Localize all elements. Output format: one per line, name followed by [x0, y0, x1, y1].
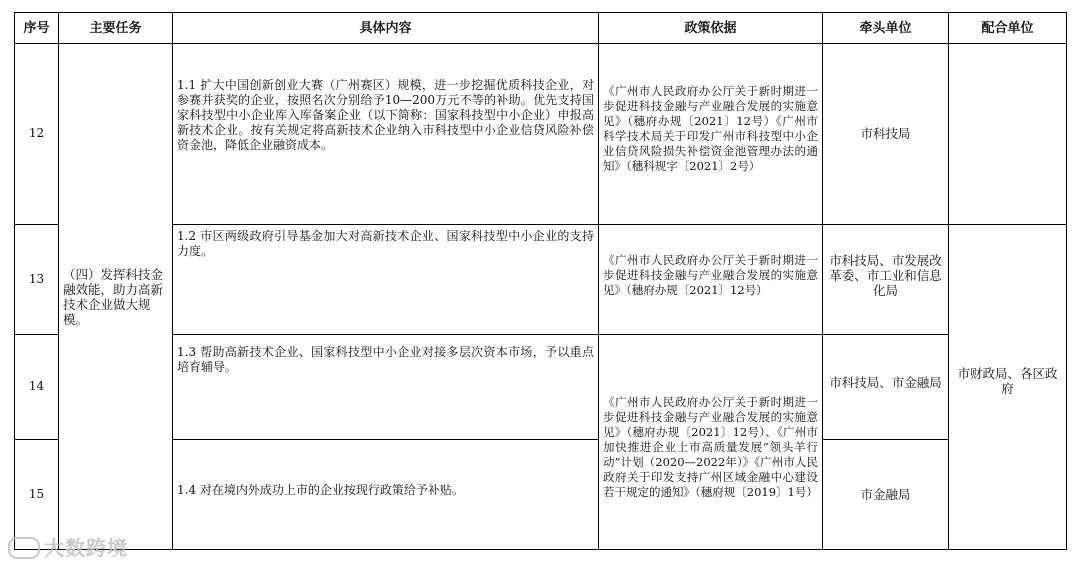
chat-bubble-icon [8, 537, 40, 559]
coop-unit-text: 市财政局、各区政府 [957, 365, 1058, 396]
basis-text: 《广州市人民政府办公厅关于新时期进一步促进科技金融与产业融合发展的实施意见》（穗府办规〔2021〕12号） [603, 252, 818, 297]
row-number: 15 [15, 439, 59, 549]
basis-text: 《广州市人民政府办公厅关于新时期进一步促进科技金融与产业融合发展的实施意见》（穗府办规〔2021〕12号）、《广州市加快推进企业上市高质量发展“领头羊行动”计划（2020—2022年）》《广州市人民政府关于印发支持广州区域金融中心建设若干规定的通知》（穗府规〔2019〕1号） [603, 394, 818, 499]
watermark [8, 532, 128, 561]
lead-unit-cell [823, 224, 949, 334]
table-row [15, 439, 1067, 549]
content-text: 1.1 扩大中国创新创业大赛（广州赛区）规模，进一步挖掘优质科技企业，对参赛并获奖的企业，按照名次分别给予10—200万元不等的补助。优先支持国家科技型中小企业库入库备案企业（以下简称：国家科技型中小企业）申报高新技术企业。按有关规定将高新技术企业纳入市科技型中小企业信贷风险补偿资金池，降低企业融资成本。 [177, 78, 594, 153]
header-basis: 政策依据 [599, 13, 823, 44]
content-cell [173, 224, 599, 334]
table-row [15, 335, 1067, 439]
header-task: 主要任务 [59, 13, 173, 44]
content-text: 1.2 市区两级政府引导基金加大对高新技术企业、国家科技型中小企业的支持力度。 [177, 229, 594, 259]
lead-unit-cell [823, 44, 949, 225]
basis-cell [599, 335, 823, 550]
header-lead: 牵头单位 [823, 13, 949, 44]
lead-unit-text: 市金融局 [860, 486, 911, 502]
lead-unit-text: 市科技局 [860, 126, 911, 142]
lead-unit-text: 市科技局、市发展改革委、市工业和信息化局 [829, 252, 942, 298]
basis-cell [599, 224, 823, 334]
content-cell [173, 335, 599, 439]
row-number: 13 [15, 224, 59, 334]
main-task-text: （四）发挥科技金融效能，助力高新技术企业做大规模。 [63, 266, 164, 327]
basis-cell [599, 44, 823, 225]
header-coop: 配合单位 [949, 13, 1067, 44]
policy-table [14, 12, 1067, 550]
table-row [15, 44, 1067, 225]
table-row [15, 224, 1067, 334]
content-cell [173, 439, 599, 549]
basis-text: 《广州市人民政府办公厅关于新时期进一步促进科技金融与产业融合发展的实施意见》（穗府办规〔2021〕12号）《广州市科学技术局关于印发广州市科技型中小企业信贷风险损失补偿资金池管理办法的通知》（穗科规字〔2021〕2号） [603, 83, 818, 173]
row-number: 12 [15, 44, 59, 225]
header-content: 具体内容 [173, 13, 599, 44]
coop-unit-cell [949, 44, 1067, 225]
header-no: 序号 [15, 13, 59, 44]
content-text: 1.3 帮助高新技术企业、国家科技型中小企业对接多层次资本市场，予以重点培育辅导。 [177, 344, 594, 374]
lead-unit-text: 市科技局、市金融局 [829, 375, 942, 391]
lead-unit-cell [823, 335, 949, 439]
lead-unit-cell [823, 439, 949, 549]
header-row [15, 13, 1067, 44]
row-number: 14 [15, 335, 59, 439]
main-task-cell [59, 44, 173, 550]
watermark-text: 大数跨境 [44, 536, 128, 560]
content-text: 1.4 对在境内外成功上市的企业按现行政策给予补贴。 [177, 482, 464, 497]
content-cell [173, 44, 599, 225]
coop-unit-cell [949, 224, 1067, 549]
